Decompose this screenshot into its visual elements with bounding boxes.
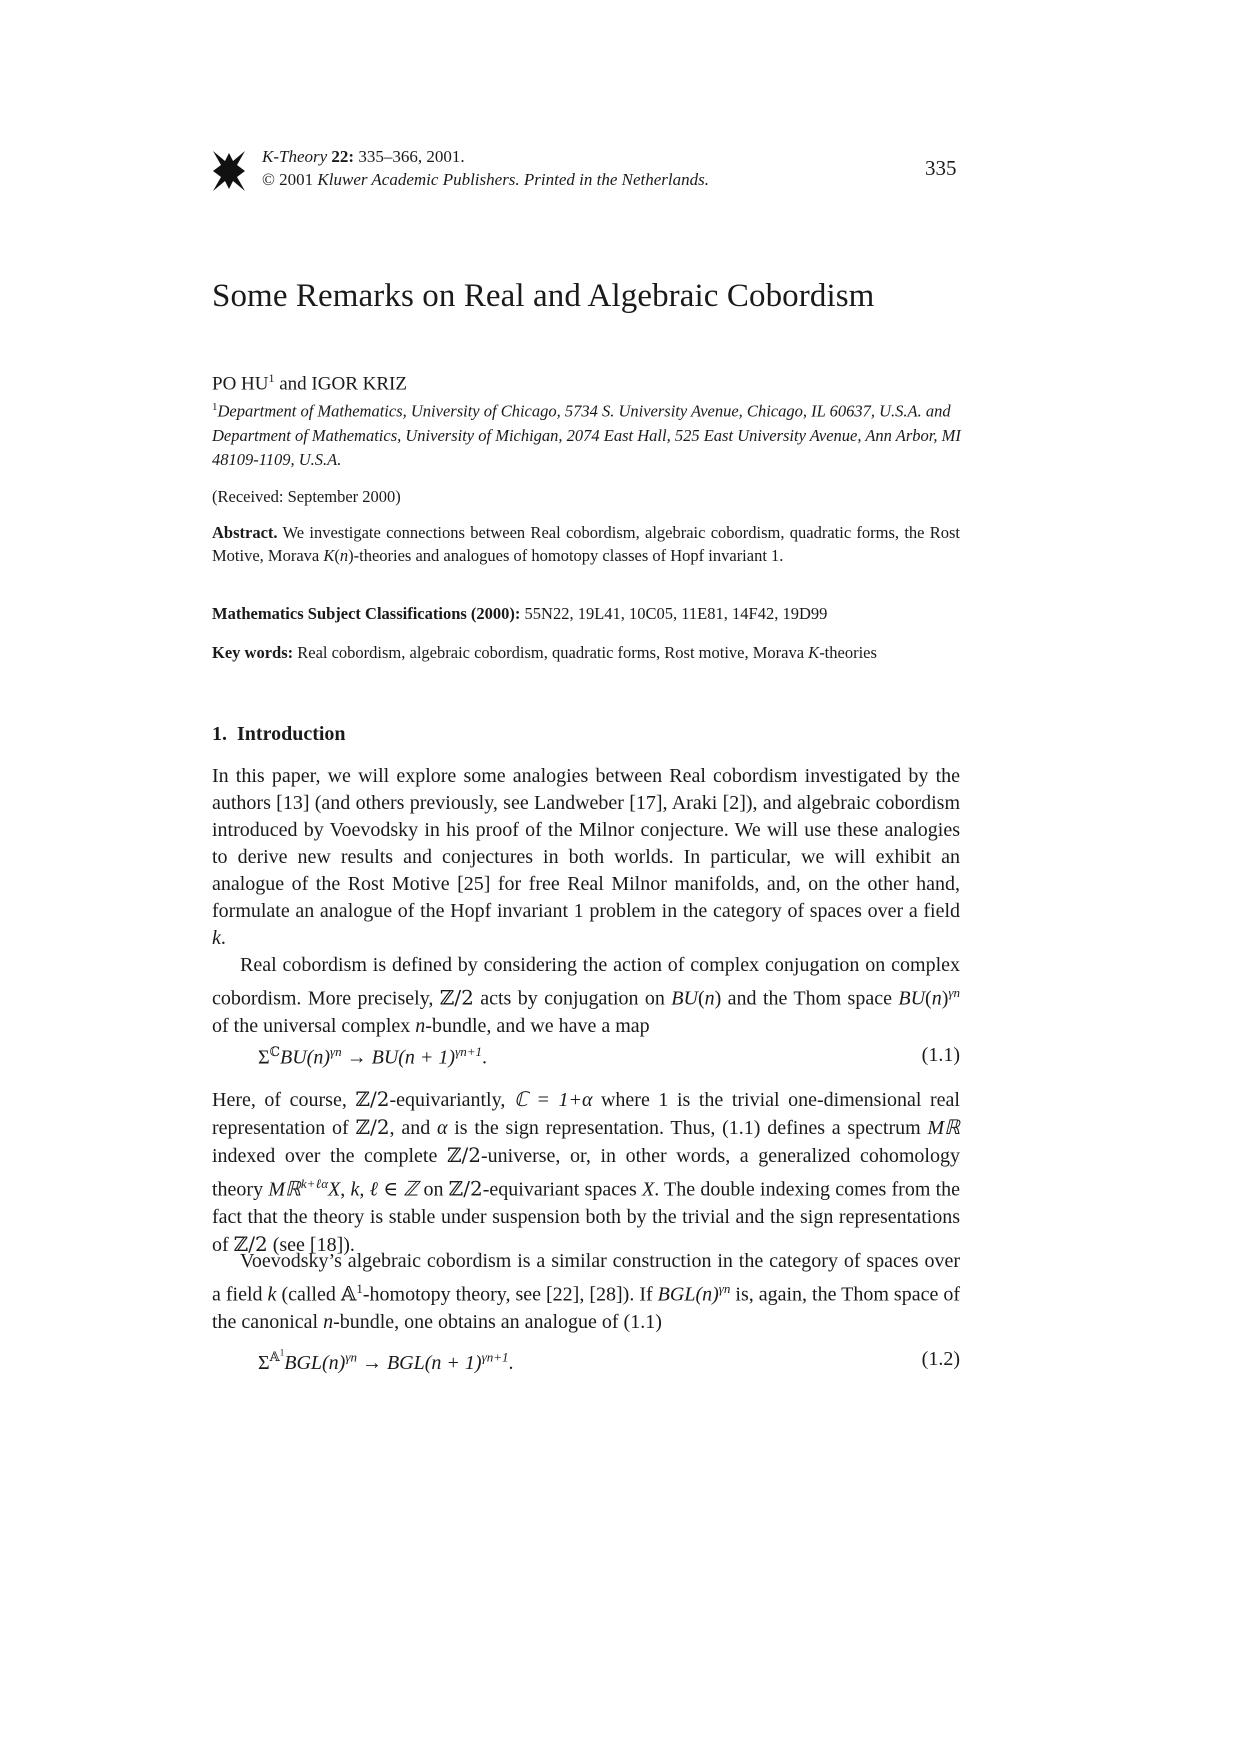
journal-name: K-Theory	[262, 147, 328, 166]
affiliation-text: Department of Mathematics, University of Chicago, 5734 S. University Avenue, Chicago, IL 60637, U.S.A. and Department of Mathematics, University of Michigan, 2074 East Hall, 525 East University Avenue, Ann Arbor, MI 48109-1109, U.S.A.	[212, 401, 961, 469]
paragraph-2	[212, 952, 960, 1040]
p4-bgl-sup: γn	[718, 1281, 731, 1296]
p4-k: k	[267, 1283, 277, 1306]
subject-classifications	[212, 604, 827, 624]
p3-c: where 1 is the trivial one-dimensional real representation of	[212, 1089, 960, 1139]
p3-z2e: ℤ/2	[233, 1231, 268, 1256]
p2-g: of the universal complex	[212, 1014, 416, 1037]
p4-e: -bundle, one obtains an analogue of (1.1)	[333, 1310, 662, 1333]
page-number: 335	[925, 156, 957, 180]
p2-h: -bundle, and we have a map	[425, 1014, 650, 1037]
eq2-rhs-sup: γn+1	[481, 1349, 509, 1365]
p2-bu2: BU	[898, 987, 926, 1010]
eq2-rhs: BGL(n + 1)	[386, 1351, 482, 1374]
p2-gamma: γn	[948, 985, 960, 1000]
p3-mr: Mℝ	[927, 1117, 960, 1139]
p4-a1: 𝔸	[340, 1281, 357, 1306]
eq2-lhs: BGL(n)	[284, 1351, 346, 1374]
p3-x: X	[328, 1178, 341, 1201]
msc-label: Mathematics Subject Classifications (2000):	[212, 604, 521, 623]
p2-z2: ℤ/2	[439, 985, 474, 1010]
eq2-sup-sup: 1	[279, 1348, 285, 1358]
p3-l: (see [18]).	[267, 1233, 355, 1256]
keywords-label: Key words:	[212, 643, 294, 662]
p3-z2c: ℤ/2	[446, 1143, 482, 1167]
equation-1-number: (1.1)	[921, 1044, 960, 1066]
abstract-text-1: We investigate connections between Real cobordism, algebraic cobordism, quadratic forms, the Rost Motive, Morava	[212, 523, 961, 565]
p4-c: -homotopy theory, see [22], [28]). If	[362, 1283, 658, 1306]
p3-mr2: Mℝ	[268, 1178, 301, 1201]
author-2: IGOR KRIZ	[311, 373, 407, 395]
journal-pages: 335–366, 2001.	[358, 147, 465, 166]
p4-a1-sup: 1	[356, 1281, 363, 1296]
abstract-label: Abstract.	[212, 523, 278, 542]
p3-c-eq: ℂ = 1+α	[513, 1089, 593, 1111]
p3-f: indexed over the complete	[212, 1145, 447, 1167]
eq2-arrow: →	[361, 1351, 382, 1374]
p3-e: is the sign representation. Thus, (1.1) defines a spectrum	[447, 1117, 928, 1139]
p3-kl: k, ℓ ∈ ℤ	[350, 1178, 419, 1201]
p3-alpha: α	[436, 1117, 448, 1139]
paragraph-4-inner	[212, 1248, 960, 1336]
p3-b: -equivariantly,	[389, 1089, 514, 1111]
affiliation-mark: 1	[212, 401, 218, 413]
section-title: Introduction	[237, 723, 346, 745]
equation-2-number: (1.2)	[921, 1348, 960, 1370]
keywords-text: Real cobordism, algebraic cobordism, quadratic forms, Rost motive, Morava	[297, 643, 809, 662]
keywords	[212, 643, 877, 663]
p3-a: Here, of course,	[212, 1089, 356, 1111]
p4-bgl: BGL(n)	[657, 1283, 719, 1306]
p3-z2b: ℤ/2	[355, 1115, 390, 1139]
p3-mr2-sup: k+ℓα	[300, 1176, 329, 1191]
eq1-sup: ℂ	[269, 1045, 280, 1060]
section-number: 1.	[212, 723, 227, 745]
p3-z2: ℤ/2	[355, 1087, 390, 1111]
eq1-lhs: BU(n)	[280, 1046, 330, 1069]
eq2-sup: 𝔸	[269, 1350, 280, 1366]
p2-n: n	[704, 987, 715, 1010]
copyright-symbol: ©	[262, 170, 275, 189]
eq1-arrow: →	[346, 1046, 367, 1069]
p3-k: . The double indexing comes from the fact that the theory is stable under suspension both by the trivial and the sign representations of	[212, 1178, 961, 1256]
p2-a: Real cobordism is defined by considering the action of complex conjugation on complex cobordism. More precisely,	[212, 954, 960, 1010]
p3-i: on	[418, 1178, 449, 1201]
p2-d: ) and the Thom space	[714, 987, 899, 1010]
paragraph-3	[212, 1086, 960, 1259]
journal-line-2	[262, 168, 709, 191]
eq1-rhs: BU(n + 1)	[371, 1046, 456, 1069]
publisher-logo-icon	[211, 149, 247, 193]
abstract-n: n	[339, 546, 349, 565]
p2-bu: BU	[671, 987, 698, 1010]
paragraph-1-end: .	[220, 927, 226, 949]
p4-d: is, again, the Thom space of the canonical	[212, 1283, 960, 1333]
p3-x2: X	[641, 1178, 655, 1201]
eq2-end: .	[508, 1351, 514, 1374]
abstract	[212, 521, 960, 567]
p3-d: , and	[389, 1117, 437, 1139]
author-conjunction: and	[279, 373, 307, 395]
paragraph-4	[212, 1248, 960, 1336]
journal-citation	[262, 145, 709, 191]
p2-b: acts by conjugation on	[473, 987, 672, 1010]
paragraph-1	[212, 763, 960, 952]
eq2-sup-wrap	[270, 1349, 285, 1364]
p4-a: Voevodsky’s algebraic cobordism is a similar construction in the category of spaces over a field	[212, 1250, 960, 1306]
journal-volume: 22:	[331, 147, 355, 166]
abstract-text-2: )-theories and analogues of homotopy classes of Hopf invariant 1.	[348, 546, 784, 565]
p3-z2d: ℤ/2	[448, 1176, 483, 1201]
eq2-sigma: Σ	[258, 1351, 270, 1374]
paragraph-1-text: In this paper, we will explore some analogies between Real cobordism investigated by the authors [13] (and others previously, see Landweber [17], Araki [2]), and algebraic cobordism introduced by Voevodsky in his proof of the Milnor conjecture. We will use these analogies to derive new results and conjectures in both worlds. In particular, we will exhibit an analogue of the Rost Motive [25] for free Real Milnor manifolds, and, on the other hand, formulate an analogue of the Hopf invariant 1 problem in the category of spaces over a field	[212, 765, 960, 922]
p2-n2: n	[931, 987, 942, 1010]
p3-j: -equivariant spaces	[482, 1178, 642, 1201]
paragraph-1-field: k	[212, 927, 221, 949]
printed-location: Printed in the Netherlands.	[523, 170, 710, 189]
publisher-name: Kluwer Academic Publishers.	[317, 170, 520, 189]
keywords-suffix: -theories	[819, 643, 877, 662]
abstract-k: K	[323, 546, 335, 565]
section-heading	[212, 723, 346, 746]
author-1-affiliation-mark: 1	[268, 371, 275, 385]
eq1-lhs-sup: γn	[329, 1044, 342, 1059]
authors-line	[212, 371, 407, 395]
received-date: (Received: September 2000)	[212, 487, 401, 506]
p4-n: n	[323, 1310, 334, 1333]
eq1-sigma: Σ	[258, 1046, 270, 1069]
p4-b: (called	[276, 1283, 341, 1306]
keywords-k: K	[808, 643, 820, 662]
journal-line-1	[262, 145, 709, 168]
p2-f: )	[941, 987, 949, 1010]
eq1-end: .	[482, 1046, 487, 1069]
eq1-rhs-sup: γn+1	[455, 1044, 482, 1059]
paragraph-2-inner	[212, 952, 960, 1040]
abstract-paren: (	[334, 546, 340, 565]
p2-c: (	[697, 987, 705, 1010]
p3-h: ,	[340, 1178, 351, 1201]
affiliation	[212, 395, 972, 472]
msc-codes: 55N22, 19L41, 10C05, 11E81, 14F42, 19D99	[524, 604, 828, 623]
author-1: PO HU	[212, 373, 269, 395]
p3-g: -universe, or, in other words, a generalized cohomology theory	[212, 1145, 960, 1201]
eq2-lhs-sup: γn	[345, 1349, 357, 1365]
copyright-year: 2001	[279, 170, 314, 189]
equation-1	[258, 1044, 487, 1070]
p2-e: (	[925, 987, 932, 1010]
p2-n3: n	[415, 1014, 426, 1037]
equation-2	[258, 1348, 513, 1375]
paper-title: Some Remarks on Real and Algebraic Cobordism	[212, 278, 875, 314]
